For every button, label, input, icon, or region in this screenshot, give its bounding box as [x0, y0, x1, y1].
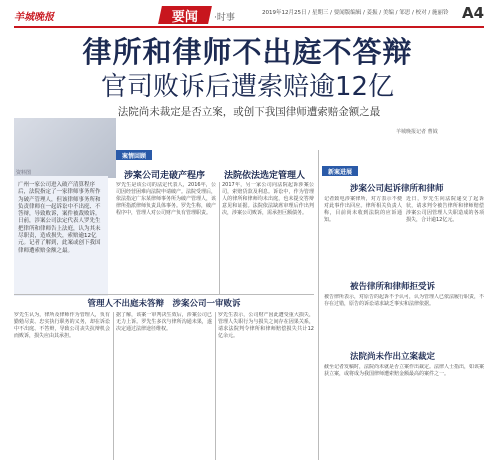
body-column-8: 被告律所表示，对原告的起诉不予认可，认为管理人已依法履行职责，不存在过错，原告的诉讼请求缺乏事实和法律依据。	[324, 294, 484, 307]
headline-title: 律所和律师不出庭不答辩	[82, 35, 413, 69]
top-rule	[14, 26, 484, 28]
body-column-4: 据了解，该案一审判决生效后，涉案公司已无力上诉。罗先生多次与律所沟通未果，遂决定通过法律途径维权。	[116, 312, 212, 332]
subhead-left-1: 涉案公司走破产程序	[124, 171, 206, 181]
page-number: A4	[462, 4, 485, 22]
right-divider	[318, 150, 319, 460]
lead-text: 广州一家公司进入破产清算程序后，法院指定了一家律师事务所作为破产管理人，但该律师事务所和负责律师在一起诉讼中不出庭、不答辩，导致败诉，案件被裁败诉。日前，涉案公司法定代表人罗先生把律所和律师告上法庭，认为其未尽职责，造成损失，索赔逾12亿元。记者了解到，此案或创下我国律师遭索赔金额之最。	[18, 182, 101, 254]
body-column-6: 记者致电涉案律所，对方表示不便对此事作出回应。律所相关负责人称，目前尚未收到法院的应诉通知。	[324, 196, 402, 223]
subhead-right-2: 被告律所和律师拒受诉	[350, 282, 436, 292]
body-column-9: 截至记者发稿时，法院尚未就是否立案作出裁定。法律人士指出，如该案获立案，或将成为我国律师遭索赔金额最高的案件之一。	[324, 364, 484, 377]
subhead-right-3: 法院尚未作出立案裁定	[350, 352, 436, 362]
mid-subhead: 管理人不出庭未答辩 涉案公司一审败诉	[87, 299, 241, 309]
body-column-3: 罗先生认为，律所及律师作为管理人，负有勤勉尽责、忠实执行职务的义务，却在诉讼中不出庭、不答辩，导致公司丧失抗辩机会而败诉，损失应由其承担。	[14, 312, 110, 339]
column-divider	[219, 182, 220, 294]
photo-caption: 资料图	[16, 170, 32, 176]
article-photo	[14, 118, 116, 178]
body-column-2: 2017年，另一家公司向法院起诉涉案公司，索赔货款及利息。诉讼中，作为管理人的律所和律师均未出庭，也未提交答辩意见和证据。法院依法缺席审理后作出判决，涉案公司败诉，需承担巨额债务。	[222, 182, 314, 216]
body-column-7: 近日，罗先生向法院递交了起诉状，请求判令被告律所和律师赔偿涉案公司因管理人失职造成的各项损失，合计逾12亿元。	[406, 196, 484, 223]
body-column-5: 罗先生表示，公司财产因此遭受重大损失，管理人失职行为与损失之间存在因果关系，请求法院判令律所和律师赔偿损失共计12亿余元。	[218, 312, 314, 339]
byline: 羊城晚报记者 曹钺	[396, 129, 438, 135]
section-rule	[14, 294, 314, 295]
subhead-left-2: 法院依法选定管理人	[224, 171, 306, 181]
column-divider	[113, 312, 114, 460]
headline-deck: 法院尚未裁定是否立案，或创下我国律师遭索赔金额之最	[117, 106, 381, 118]
newspaper-logo: 羊城晚报	[14, 12, 54, 23]
section-badge: 要闻	[158, 6, 212, 24]
headline-subtitle: 官司败诉后遭索赔逾12亿	[100, 72, 395, 102]
section-subtitle: ·时事	[214, 13, 235, 23]
section-tag-left: 案情回顾	[116, 150, 152, 160]
column-divider	[215, 312, 216, 460]
body-column-1: 罗先生是该公司的法定代表人，2016年，公司因经营困难向法院申请破产。法院受理后，依法指定广东某律师事务所为破产管理人，该律所指派律师负责具体事务。罗先生称，破产程序中，管理人对公司财产负有管理职责。	[116, 182, 216, 216]
page-meta: 2019年12月25日 / 星期三 / 要闻版编辑 / 姜振 / 美编 / 邹思 / 校对 / 施丽铃	[262, 10, 449, 16]
section-tag-right: 新案进展	[322, 166, 358, 176]
lead-box	[14, 176, 108, 296]
subhead-right-1: 涉案公司起诉律所和律师	[350, 184, 444, 194]
